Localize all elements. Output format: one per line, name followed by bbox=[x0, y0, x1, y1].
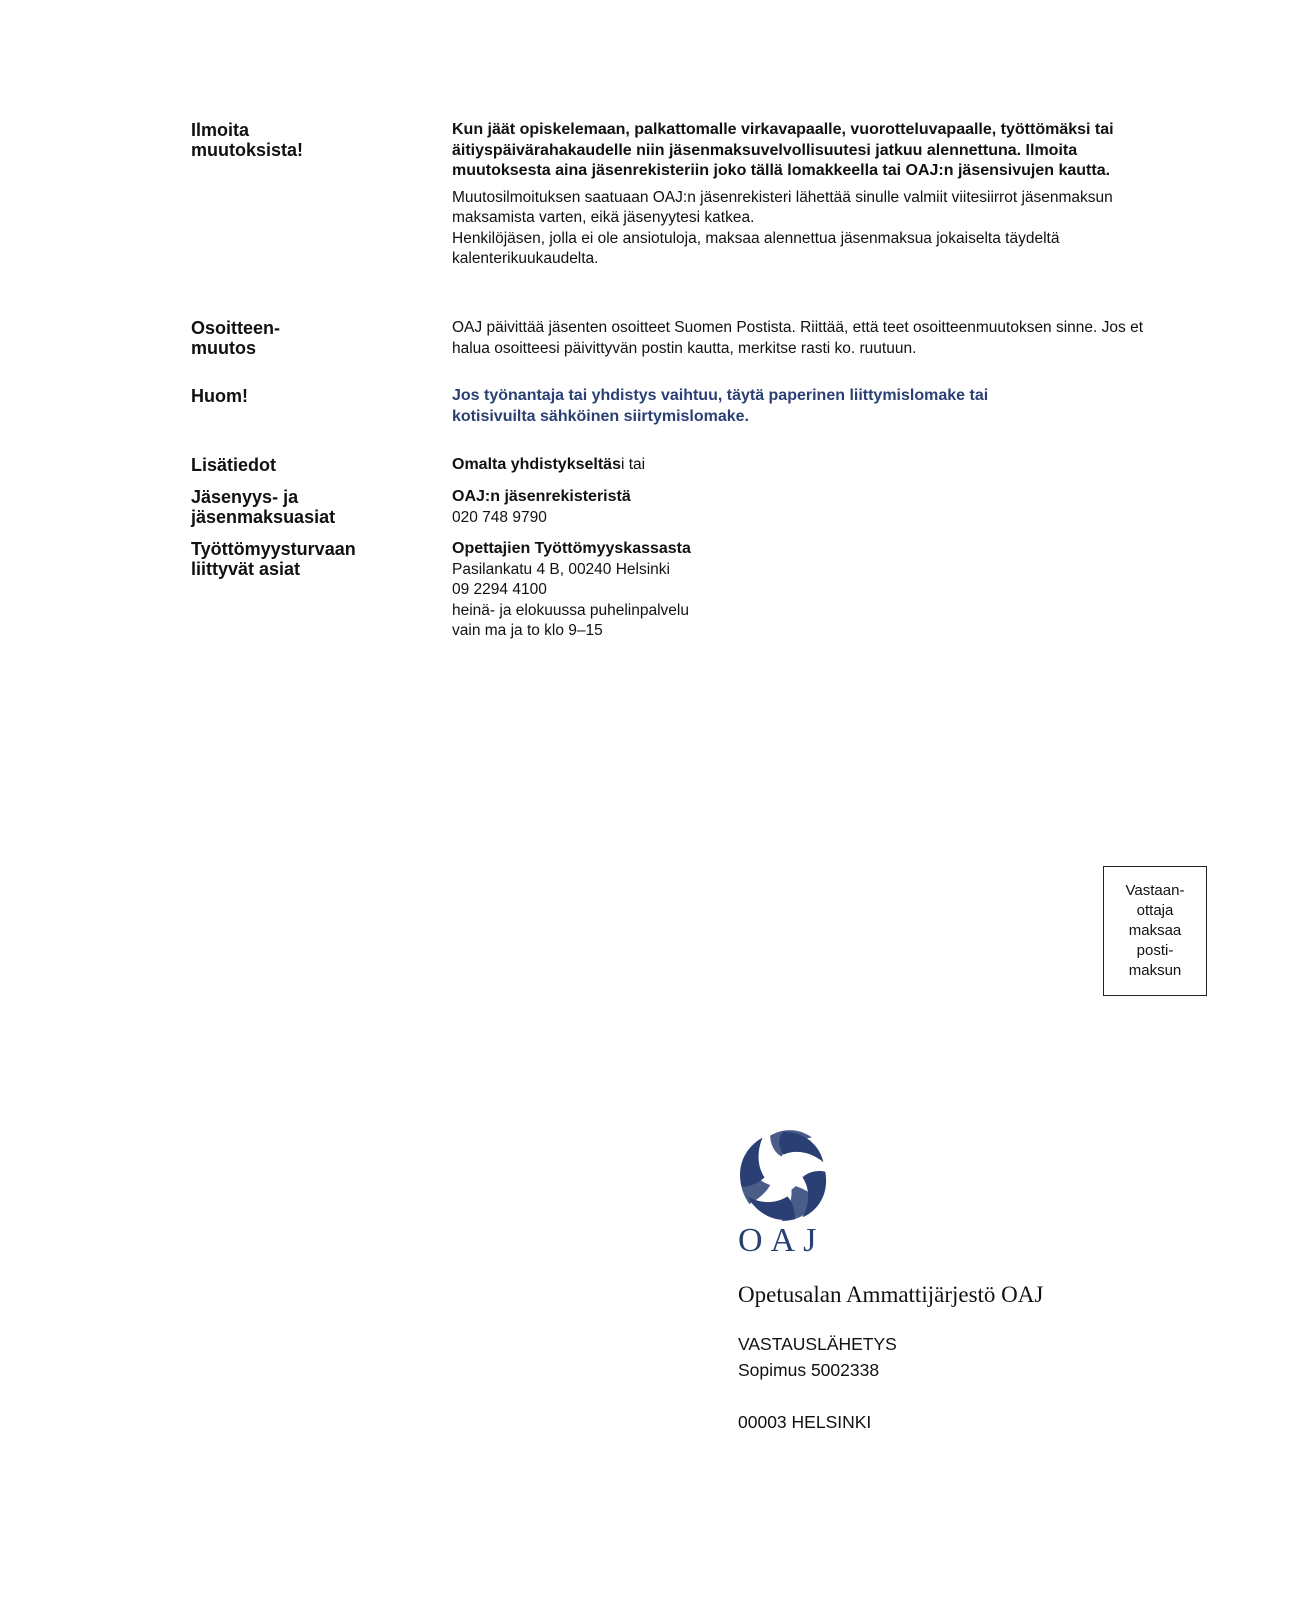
more-info-content bbox=[452, 455, 1172, 476]
address-change-content bbox=[452, 318, 1172, 359]
notify-content bbox=[452, 120, 1172, 270]
postage-line: ottaja bbox=[1136, 902, 1174, 919]
oaj-logo-icon bbox=[736, 1128, 831, 1223]
postage-line: Vastaan- bbox=[1125, 882, 1185, 899]
label-membership: Jäsenyys- ja jäsenmaksuasiat bbox=[191, 487, 336, 527]
unemployment-phone: 09 2294 4100 bbox=[452, 581, 547, 598]
membership-title: OAJ:n jäsenrekisteristä bbox=[452, 488, 631, 505]
oaj-logo-text: OAJ bbox=[738, 1222, 825, 1259]
reply-label: VASTAUSLÄHETYS bbox=[738, 1334, 897, 1354]
postal-address: 00003 HELSINKI bbox=[738, 1412, 872, 1432]
unemployment-address: Pasilankatu 4 B, 00240 Helsinki bbox=[452, 560, 670, 578]
postage-line: maksaa bbox=[1128, 922, 1182, 939]
notify-bold-text: Kun jäät opiskelemaan, palkattomalle virkavapaalle, vuorotteluvapaalle, työttömäksi tai äitiyspäivärahakaudelle niin jäsenmaksuvelvollisuutesi jatkuu alennettuna. Ilmoita muutoksesta aina jäsenrekisteriin joko tällä lomakkeella tai OAJ:n jäsensivujen kautta. bbox=[452, 121, 1114, 179]
label-notify-changes: Ilmoita muutoksista! bbox=[191, 120, 304, 160]
membership-phone: 020 748 9790 bbox=[452, 508, 547, 526]
organization-name: Opetusalan Ammattijärjestö OAJ bbox=[738, 1282, 1044, 1307]
contract-number: Sopimus 5002338 bbox=[738, 1360, 880, 1380]
more-info-bold: Omalta yhdistykseltäs bbox=[452, 456, 621, 473]
label-note: Huom! bbox=[191, 386, 248, 406]
postage-line: posti- bbox=[1136, 942, 1174, 959]
notify-paragraph-1: Muutosilmoituksen saatuaan OAJ:n jäsenrekisteri lähettää sinulle valmiit viitesiirrot jäsenmaksun maksamista varten, eikä jäsenyytesi katkea. bbox=[452, 188, 1113, 226]
postage-box bbox=[1103, 866, 1207, 996]
more-info-normal: i tai bbox=[620, 456, 646, 473]
unemployment-note-1: heinä- ja elokuussa puhelinpalvelu bbox=[452, 601, 689, 619]
label-more-info: Lisätiedot bbox=[191, 455, 277, 475]
notify-paragraph-2: Henkilöjäsen, jolla ei ole ansiotuloja, maksaa alennettua jäsenmaksua jokaiselta täydeltä kalenterikuukaudelta. bbox=[452, 229, 1060, 267]
unemployment-note-2: vain ma ja to klo 9–15 bbox=[452, 622, 603, 639]
unemployment-title: Opettajien Työttömyyskassasta bbox=[452, 540, 691, 557]
label-address-change: Osoitteen- muutos bbox=[191, 318, 281, 358]
address-change-text: OAJ päivittää jäsenten osoitteet Suomen Postista. Riittää, että teet osoitteenmuutoksen sinne. Jos et halua osoitteesi päivittyvän postin kautta, merkitse rasti ko. ruutuun. bbox=[452, 319, 1144, 357]
membership-content bbox=[452, 487, 1172, 528]
unemployment-content bbox=[452, 539, 1172, 642]
label-unemployment: Työttömyysturvaan liittyvät asiat bbox=[191, 539, 356, 579]
note-content bbox=[452, 386, 1072, 427]
postage-line: maksun bbox=[1128, 962, 1182, 979]
note-text: Jos työnantaja tai yhdistys vaihtuu, täytä paperinen liittymislomake tai kotisivuilta sähköinen siirtymislomake. bbox=[452, 387, 989, 425]
